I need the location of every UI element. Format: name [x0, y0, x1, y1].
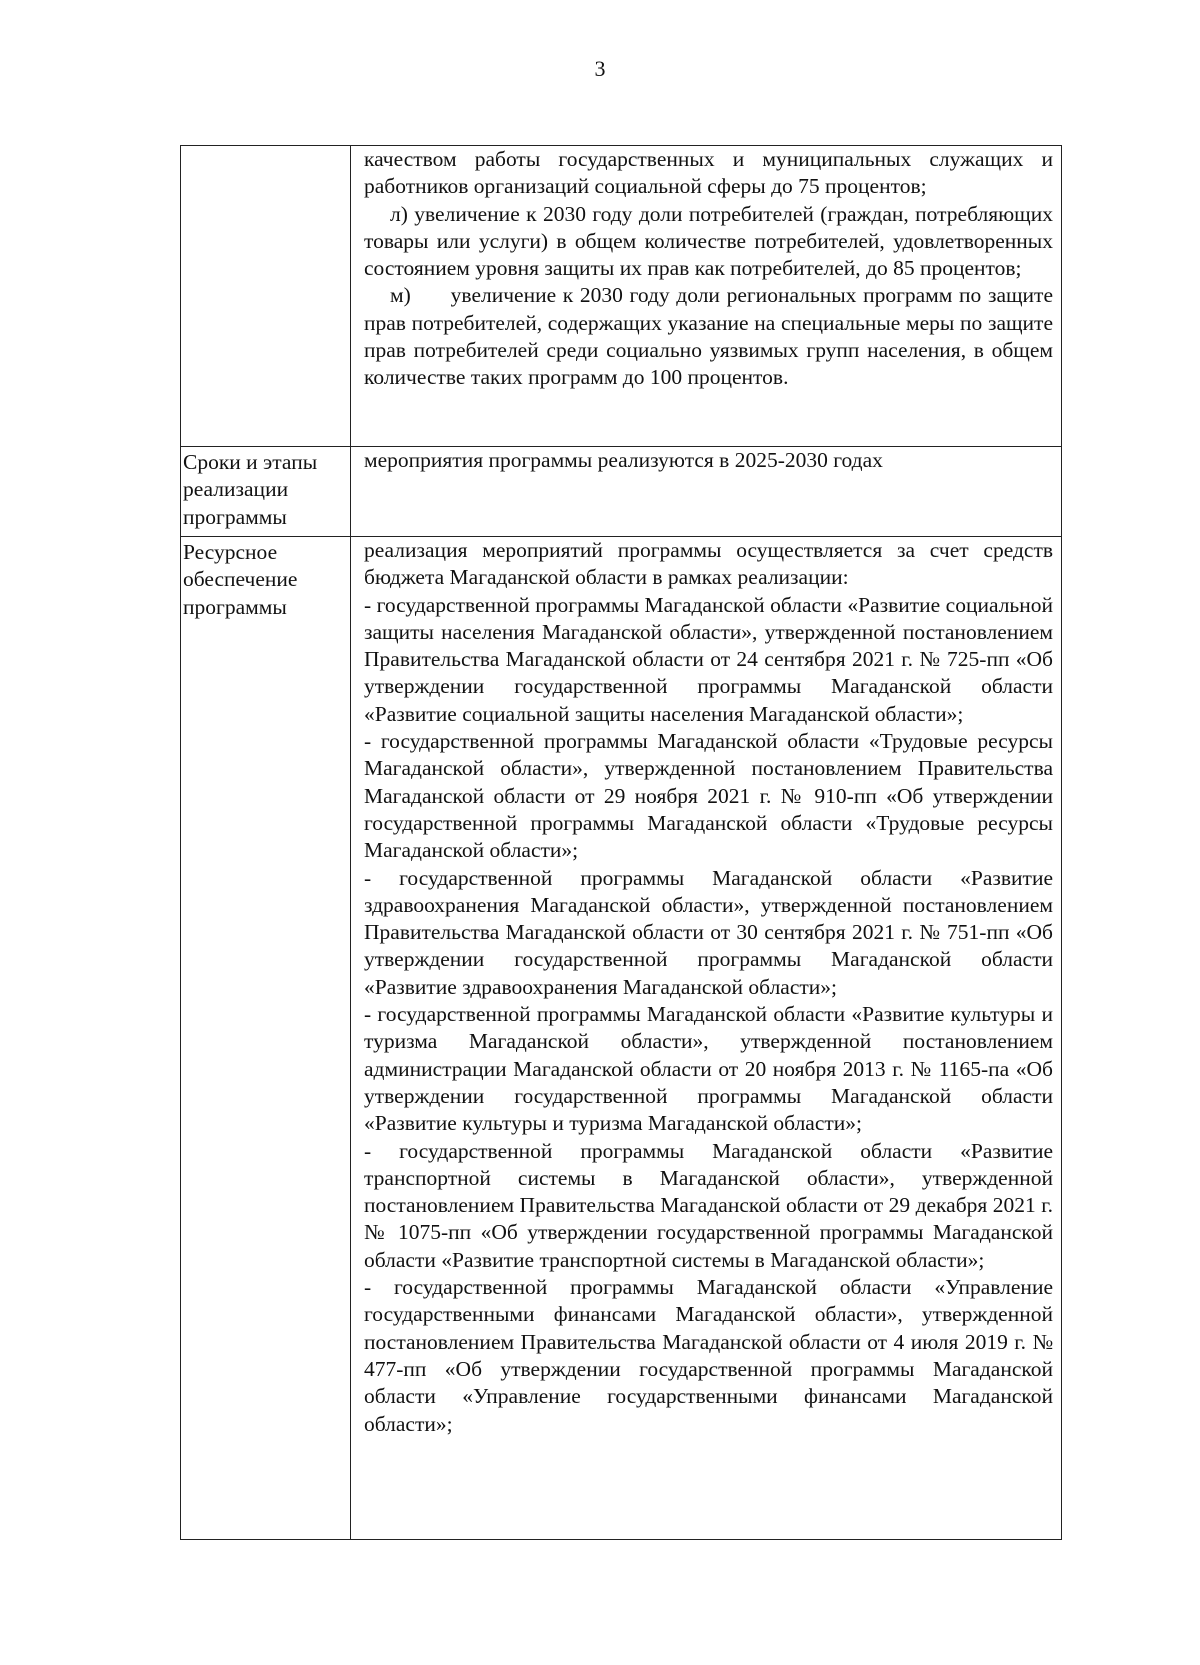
- paragraph: л) увеличение к 2030 году доли потребителей (граждан, потребляющих товары или услуги) в общем количестве потребителей, удовлетворенных состоянием уровня защиты их прав как потребителей, до 85 процентов;: [364, 201, 1053, 281]
- row-label-cell: Сроки и этапы реализации программы: [181, 447, 351, 537]
- table-row: [181, 146, 1062, 447]
- program-passport-table: [180, 145, 1062, 1540]
- row-content-cell: [351, 146, 1062, 447]
- paragraph: м) увеличение к 2030 году доли региональных программ по защите прав потребителей, содержащих указание на специальные меры по защите прав потребителей среди социально уязвимых групп населения, в общем количестве таких программ до 100 процентов.: [364, 283, 1059, 390]
- list-item: - государственной программы Магаданской области «Развитие транспортной системы в Магаданской области», утвержденной постановлением Правительства Магаданской области от 29 декабря 2021 г. № 1075-пп «Об утверждении государственной программы Магаданской области «Развитие транспортной системы в Магаданской области»;: [364, 1138, 1053, 1272]
- paragraph: мероприятия программы реализуются в 2025-2030 годах: [364, 448, 883, 472]
- list-item: - государственной программы Магаданской области «Развитие здравоохранения Магаданской области», утвержденной постановлением Правительства Магаданской области от 30 сентября 2021 г. № 751-пп «Об утверждении государственной программы Магаданской области «Развитие здравоохранения Магаданской области»;: [364, 865, 1053, 999]
- row-content-cell: [351, 447, 1062, 537]
- row-label-cell: Ресурсное обеспечение программы: [181, 537, 351, 1540]
- list-item: - государственной программы Магаданской области «Развитие культуры и туризма Магаданской области», утвержденной постановлением администрации Магаданской области от 20 ноября 2013 г. № 1165-па «Об утверждении государственной программы Магаданской области «Развитие культуры и туризма Магаданской области»;: [364, 1002, 1053, 1136]
- list-item: - государственной программы Магаданской области «Трудовые ресурсы Магаданской области», утвержденной постановлением Правительства Магаданской области от 29 ноября 2021 г. № 910-пп «Об утверждении государственной программы Магаданской области «Трудовые ресурсы Магаданской области»;: [364, 729, 1053, 863]
- page-number: 3: [594, 56, 606, 81]
- row-label-cell: [181, 146, 351, 447]
- table-row: [181, 537, 1062, 1540]
- list-item: - государственной программы Магаданской области «Управление государственными финансами Магаданской области», утвержденной постановлением Правительства Магаданской области от 4 июля 2019 г. № 477-пп «Об утверждении государственной программы Магаданской области «Управление государственными финансами Магаданской области»;: [364, 1275, 1053, 1436]
- row-content-cell: [351, 537, 1062, 1540]
- table-row: [181, 447, 1062, 537]
- paragraph: реализация мероприятий программы осуществляется за счет средств бюджета Магаданской области в рамках реализации:: [364, 538, 1053, 590]
- paragraph: качеством работы государственных и муниципальных служащих и работников организаций социальной сферы до 75 процентов;: [364, 147, 1053, 199]
- list-item: - государственной программы Магаданской области «Развитие социальной защиты населения Магаданской области», утвержденной постановлением Правительства Магаданской области от 24 сентября 2021 г. № 725-пп «Об утверждении государственной программы Магаданской области «Развитие социальной защиты населения Магаданской области»;: [364, 592, 1053, 726]
